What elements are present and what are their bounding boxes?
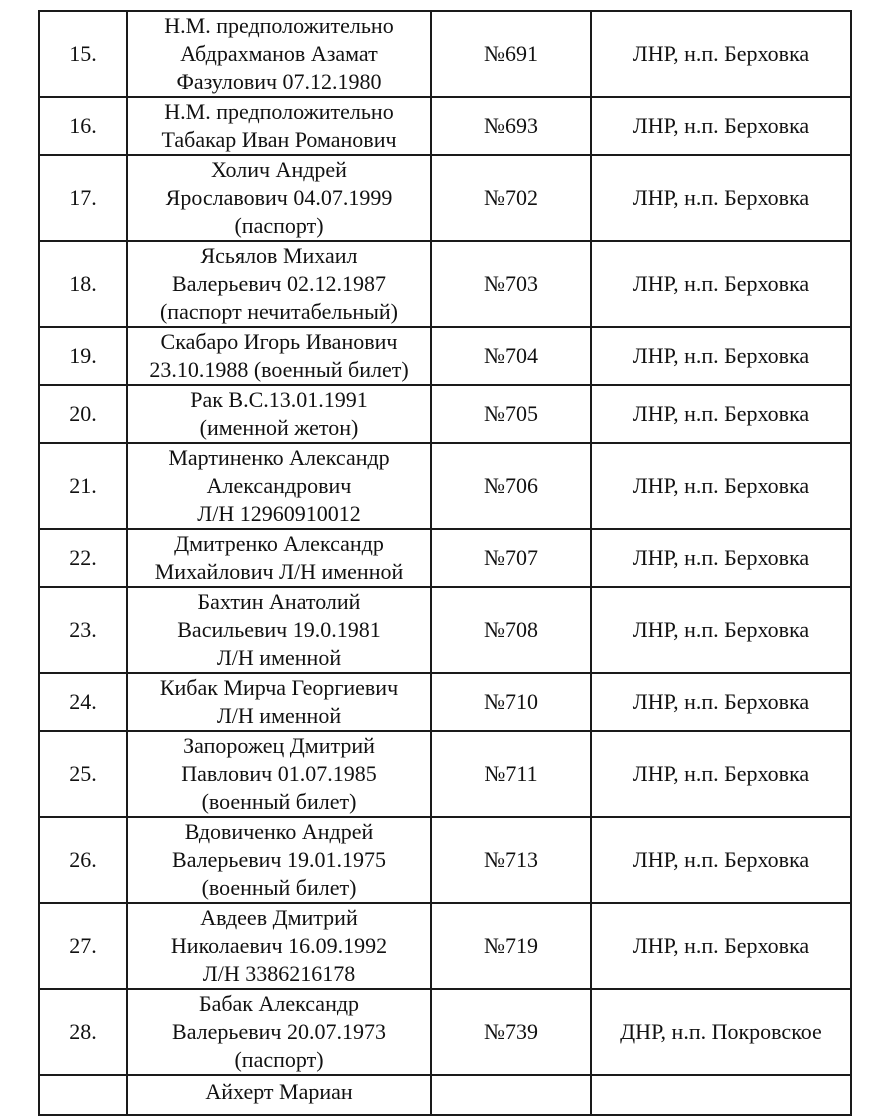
table-row	[39, 241, 851, 327]
table-row	[39, 385, 851, 443]
person-details	[127, 529, 431, 587]
table-row	[39, 155, 851, 241]
location	[591, 1075, 851, 1115]
person-details	[127, 385, 431, 443]
record-number: №739	[431, 989, 591, 1075]
row-number: 27.	[39, 903, 127, 989]
table-row	[39, 11, 851, 97]
location: ЛНР, н.п. Берховка	[591, 529, 851, 587]
person-details-line: (военный билет)	[201, 789, 357, 814]
person-details	[127, 11, 431, 97]
person-details-line: Васильевич 19.0.1981	[177, 617, 381, 642]
location: ЛНР, н.п. Берховка	[591, 587, 851, 673]
location: ЛНР, н.п. Берховка	[591, 903, 851, 989]
row-number: 25.	[39, 731, 127, 817]
table-row	[39, 327, 851, 385]
record-number: №713	[431, 817, 591, 903]
table-row	[39, 731, 851, 817]
person-details-line: (паспорт нечитабельный)	[159, 299, 399, 324]
person-details-line: Вдовиченко Андрей	[184, 819, 374, 844]
person-details	[127, 903, 431, 989]
row-number: 18.	[39, 241, 127, 327]
person-details	[127, 443, 431, 529]
row-number: 19.	[39, 327, 127, 385]
person-details	[127, 673, 431, 731]
row-number: 26.	[39, 817, 127, 903]
row-number: 21.	[39, 443, 127, 529]
row-number: 15.	[39, 11, 127, 97]
record-number: №693	[431, 97, 591, 155]
person-details	[127, 989, 431, 1075]
row-number: 23.	[39, 587, 127, 673]
person-details-line: Дмитренко Александр	[174, 531, 384, 556]
person-details-line: (паспорт)	[234, 1047, 324, 1072]
row-number: 20.	[39, 385, 127, 443]
person-details-line: Н.М. предположительно	[164, 13, 394, 38]
record-number: №708	[431, 587, 591, 673]
row-number: 16.	[39, 97, 127, 155]
person-details-line: Павлович 01.07.1985	[181, 761, 377, 786]
row-number: 22.	[39, 529, 127, 587]
person-details-line: Л/Н именной	[216, 645, 342, 670]
person-details-line: Валерьевич 19.01.1975	[172, 847, 386, 872]
record-number: №705	[431, 385, 591, 443]
location: ЛНР, н.п. Берховка	[591, 11, 851, 97]
person-details-line: Кибак Мирча Георгиевич	[159, 675, 399, 700]
location: ЛНР, н.п. Берховка	[591, 241, 851, 327]
person-details-line: 23.10.1988 (военный билет)	[149, 357, 409, 382]
person-details-line: Н.М. предположительно	[164, 99, 394, 124]
row-number: 28.	[39, 989, 127, 1075]
row-number: 17.	[39, 155, 127, 241]
location: ЛНР, н.п. Берховка	[591, 817, 851, 903]
location: ЛНР, н.п. Берховка	[591, 443, 851, 529]
person-details-line: Валерьевич 20.07.1973	[172, 1019, 386, 1044]
location: ЛНР, н.п. Берховка	[591, 155, 851, 241]
table-row	[39, 443, 851, 529]
table-row	[39, 989, 851, 1075]
person-details-line: Холич Андрей	[211, 157, 347, 182]
person-details	[127, 155, 431, 241]
person-details-line: Айхерт Мариан	[205, 1079, 353, 1104]
table-row	[39, 673, 851, 731]
person-details-line: Александрович	[206, 473, 352, 498]
person-details-line: Л/Н именной	[216, 703, 342, 728]
person-details-line: Запорожец Дмитрий	[183, 733, 375, 758]
records-table-body	[39, 11, 851, 1115]
person-details-line: Валерьевич 02.12.1987	[172, 271, 386, 296]
person-details-line: (паспорт)	[234, 213, 324, 238]
table-row	[39, 97, 851, 155]
location: ЛНР, н.п. Берховка	[591, 385, 851, 443]
table-row	[39, 529, 851, 587]
person-details-line: Ярославович 04.07.1999	[165, 185, 393, 210]
record-number: №711	[431, 731, 591, 817]
person-details-line: Ясьялов Михаил	[200, 243, 358, 268]
records-table	[38, 10, 852, 1116]
record-number: №706	[431, 443, 591, 529]
person-details-line: Фазулович 07.12.1980	[176, 69, 382, 94]
person-details-line: Рак В.С.13.01.1991	[190, 387, 368, 412]
person-details-line: Бабак Александр	[198, 991, 360, 1016]
person-details-line: (военный билет)	[201, 875, 357, 900]
row-number: 24.	[39, 673, 127, 731]
person-details-line: Михайлович Л/Н именной	[154, 559, 404, 584]
person-details-line: Л/Н 3386216178	[202, 961, 356, 986]
person-details	[127, 241, 431, 327]
person-details-line: Табакар Иван Романович	[161, 127, 397, 152]
table-row	[39, 817, 851, 903]
location: ДНР, н.п. Покровское	[591, 989, 851, 1075]
person-details	[127, 1075, 431, 1115]
person-details	[127, 97, 431, 155]
person-details-line: (именной жетон)	[199, 415, 359, 440]
person-details	[127, 731, 431, 817]
table-row	[39, 903, 851, 989]
record-number: №703	[431, 241, 591, 327]
record-number: №710	[431, 673, 591, 731]
record-number: №704	[431, 327, 591, 385]
location: ЛНР, н.п. Берховка	[591, 731, 851, 817]
person-details-line: Авдеев Дмитрий	[200, 905, 358, 930]
person-details-line: Николаевич 16.09.1992	[170, 933, 388, 958]
person-details-line: Бахтин Анатолий	[197, 589, 361, 614]
row-number	[39, 1075, 127, 1115]
person-details-line: Л/Н 12960910012	[197, 501, 361, 526]
table-row	[39, 1075, 851, 1115]
record-number: №691	[431, 11, 591, 97]
person-details-line: Скабаро Игорь Иванович	[160, 329, 398, 354]
person-details	[127, 817, 431, 903]
person-details	[127, 327, 431, 385]
record-number: №707	[431, 529, 591, 587]
table-row	[39, 587, 851, 673]
location: ЛНР, н.п. Берховка	[591, 97, 851, 155]
record-number: №702	[431, 155, 591, 241]
location: ЛНР, н.п. Берховка	[591, 673, 851, 731]
person-details	[127, 587, 431, 673]
record-number	[431, 1075, 591, 1115]
record-number: №719	[431, 903, 591, 989]
location: ЛНР, н.п. Берховка	[591, 327, 851, 385]
person-details-line: Абдрахманов Азамат	[180, 41, 378, 66]
person-details-line: Мартиненко Александр	[168, 445, 390, 470]
